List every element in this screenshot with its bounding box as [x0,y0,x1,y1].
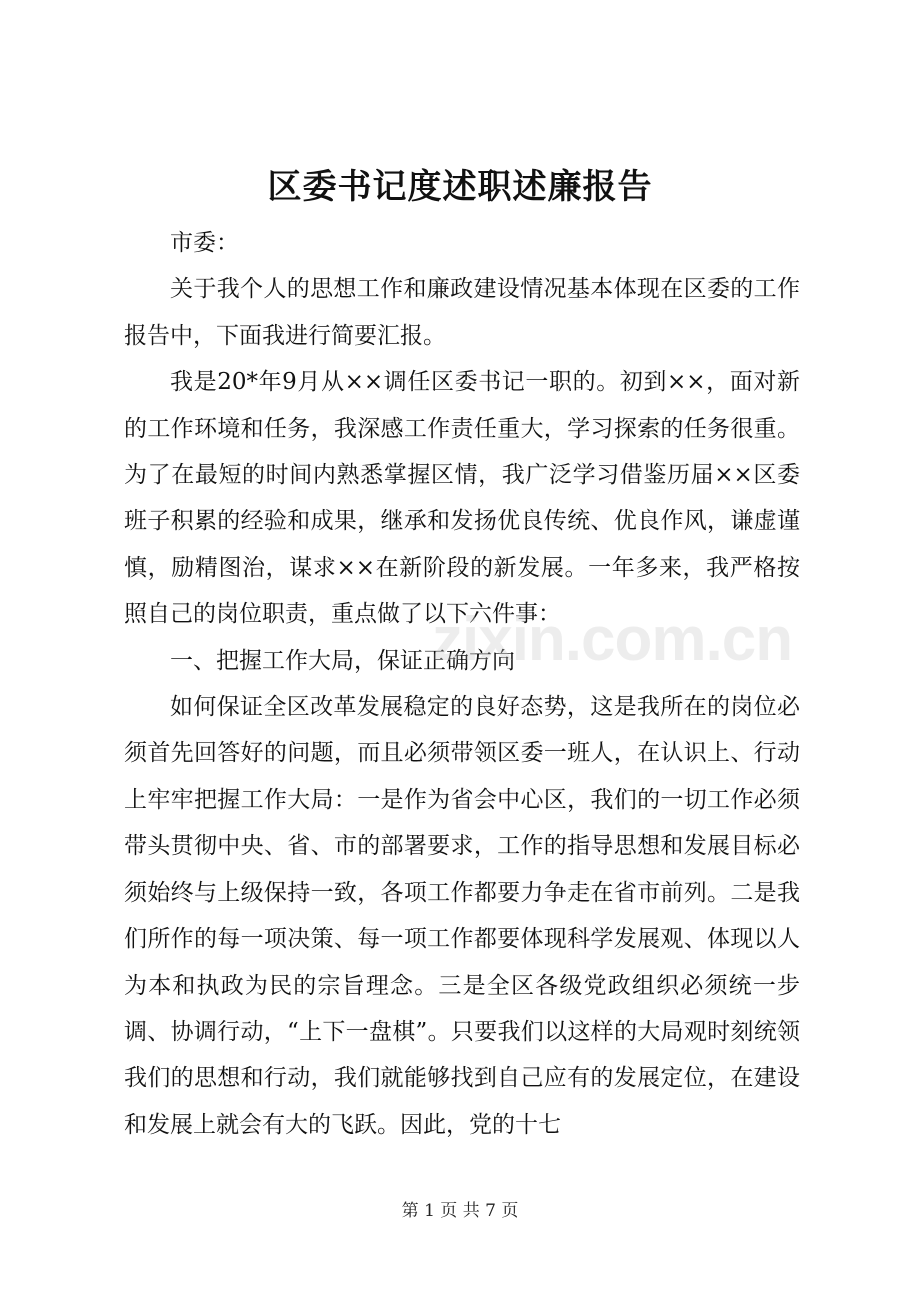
watermark: zixin.com.cn [432,605,793,674]
document-body [124,220,800,1148]
document-title: 区委书记度述职述廉报告 [267,167,653,207]
paragraph-section-1: 如何保证全区改革发展稳定的良好态势，这是我所在的岗位必须首先回答好的问题，而且必须带领区委一班人，在认识上、行动上牢牢把握工作大局：一是作为省会中心区，我们的一切工作必须带头贯彻中央、省、市的部署要求，工作的指导思想和发展目标必须始终与上级保持一致，各项工作都要力争走在省市前列。二是我们所作的每一项决策、每一项工作都要体现科学发展观、体现以人为本和执政为民的宗旨理念。三是全区各级党政组织必须统一步调、协调行动，“上下一盘棋”。只要我们以这样的大局观时刻统领我们的思想和行动，我们就能够找到自己应有的发展定位，在建设和发展上就会有大的飞跃。因此，党的十七 [124,694,800,1138]
page-footer: 第 1 页 共 7 页 [401,1201,519,1221]
section-heading-1: 一、把握工作大局，保证正确方向 [170,647,515,674]
paragraph-background: 我是20*年9月从××调任区委书记一职的。初到××，面对新的工作环境和任务，我深感工作责任重大，学习探索的任务很重。为了在最短的时间内熟悉掌握区情，我广泛学习借鉴历届××区委班子积累的经验和成果，继承和发扬优良传统、优良作风，谦虚谨慎，励精图治，谋求××在新阶段的新发展。一年多来，我严格按照自己的岗位职责，重点做了以下六件事： [124,369,800,628]
paragraph-salutation: 市委： [170,230,239,256]
paragraph-intro: 关于我个人的思想工作和廉政建设情况基本体现在区委的工作报告中，下面我进行简要汇报。 [124,276,800,349]
